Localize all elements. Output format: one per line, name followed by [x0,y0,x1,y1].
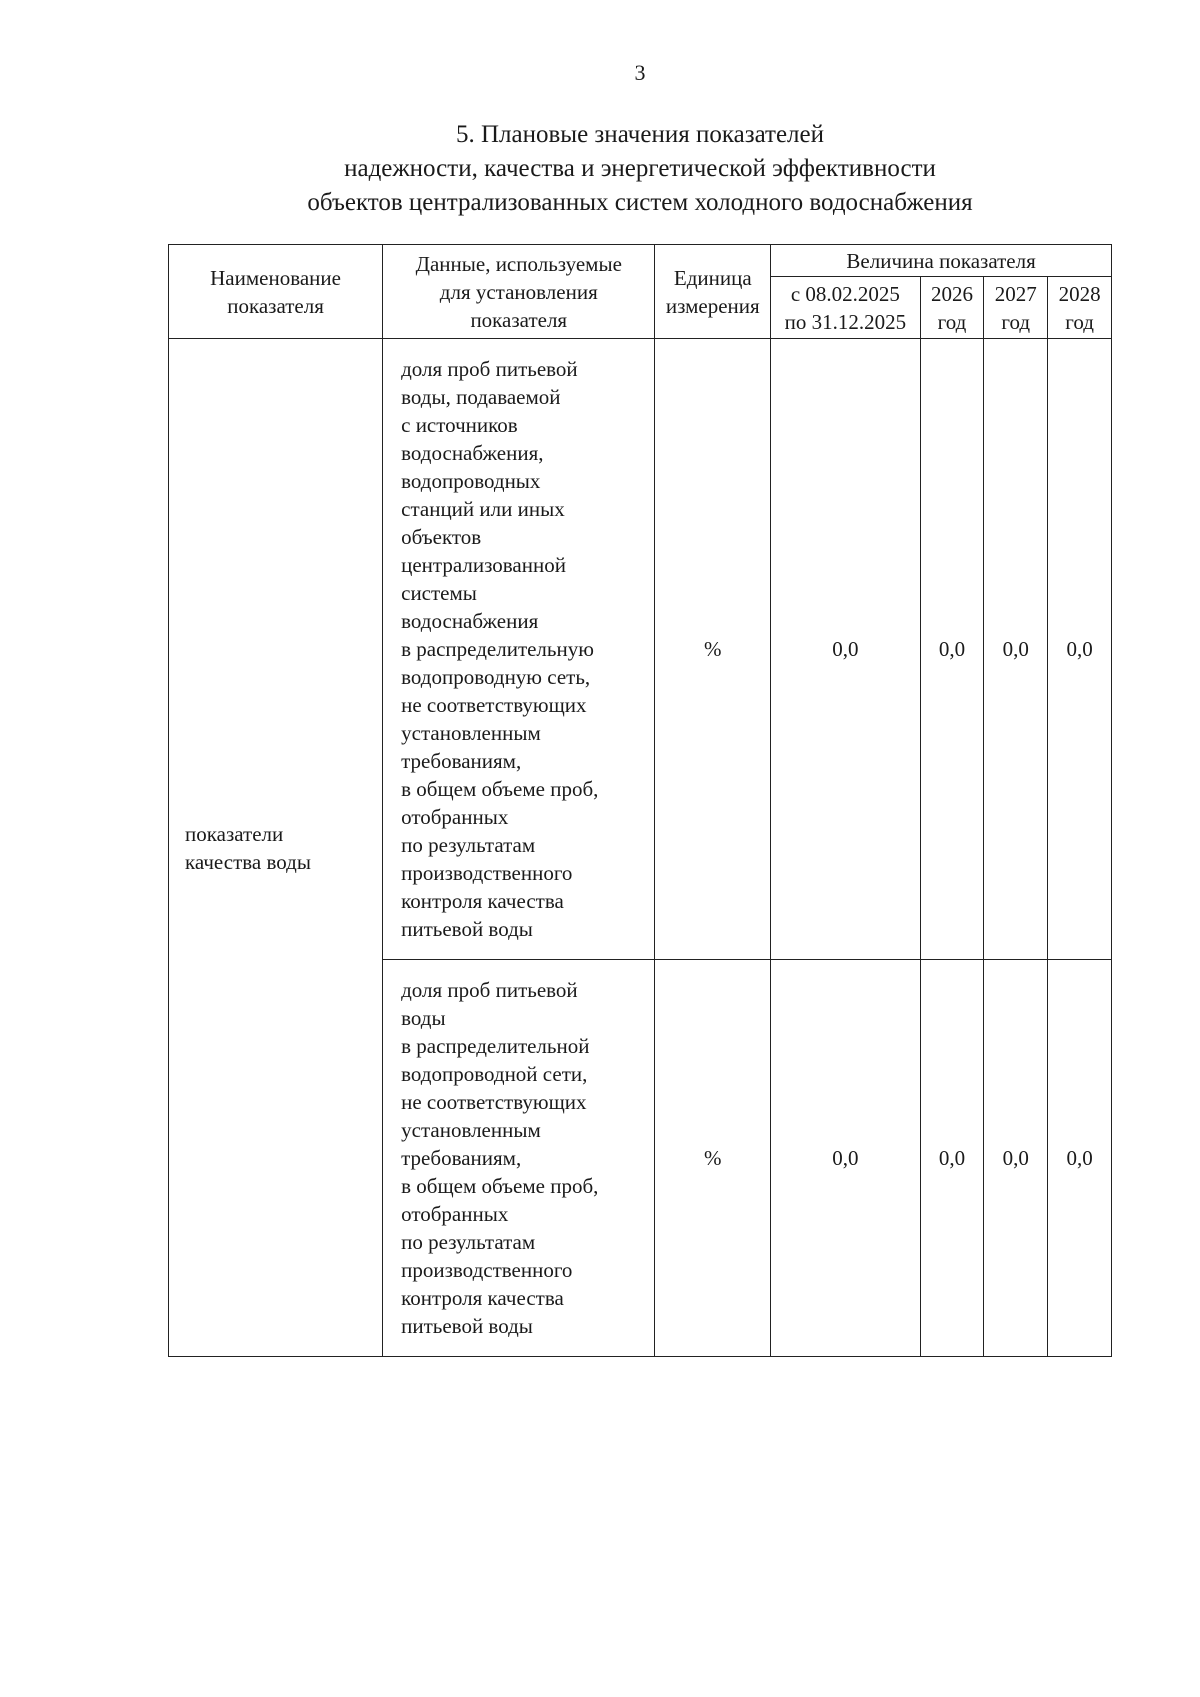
row-2-data-cell: доля проб питьевой воды в распределительной водопроводной сети, не соответствующих установленным требованиям, в общем объеме проб, отобранных по результатам производственного контроля качества питьевой воды [383,960,655,1357]
document-title [0,118,1200,220]
row-2-2026-value: 0,0 [920,960,984,1357]
row-2-2028-value: 0,0 [1048,960,1112,1357]
row-2-2027-value: 0,0 [984,960,1048,1357]
header-year-2027: 2027 год [984,277,1048,339]
row-1-unit-cell: % [655,339,771,960]
indicator-name-cell: показатели качества воды [169,339,383,1357]
row-1-2028-value: 0,0 [1048,339,1112,960]
row-1-data-cell: доля проб питьевой воды, подаваемой с источников водоснабжения, водопроводных станций или иных объектов централизованной системы водоснабжения в распределительную водопроводную сеть, не соответствующих установленным требованиям, в общем объеме проб, отобранных по результатам производственного контроля качества питьевой воды [383,339,655,960]
table-row [169,339,1112,960]
row-1-2027-value: 0,0 [984,339,1048,960]
header-value-group: Величина показателя [771,245,1112,277]
title-line-3: объектов централизованных систем холодного водоснабжения [307,189,973,216]
header-year-2026: 2026 год [920,277,984,339]
row-2-period-value: 0,0 [771,960,920,1357]
header-indicator-name: Наименование показателя [169,245,383,339]
title-line-1: 5. Плановые значения показателей [455,121,825,148]
header-unit: Единица измерения [655,245,771,339]
header-source-data: Данные, используемые для установления показателя [383,245,655,339]
indicators-table [168,244,1112,1357]
row-2-unit-cell: % [655,960,771,1357]
row-1-period-value: 0,0 [771,339,920,960]
table-header-row [169,245,1112,277]
header-period-2025: с 08.02.2025 по 31.12.2025 [771,277,920,339]
page-number: 3 [634,60,646,85]
row-1-2026-value: 0,0 [920,339,984,960]
title-line-2: надежности, качества и энергетической эффективности [344,155,936,182]
header-year-2028: 2028 год [1048,277,1112,339]
